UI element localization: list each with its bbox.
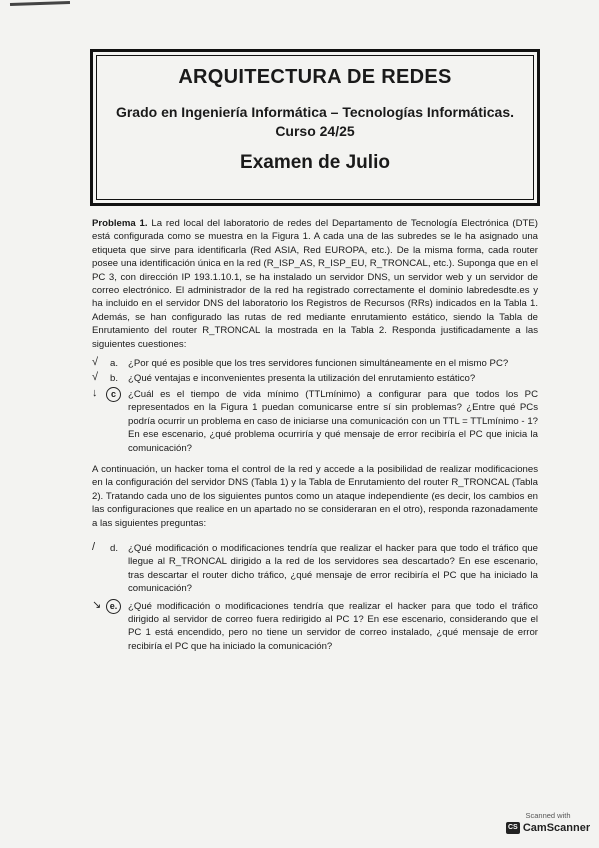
question-b <box>92 372 538 385</box>
question-text: ¿Cuál es el tiempo de vida mínimo (TTLmínimo) a configurar para que todos los PC representados en la Figura 1 puedan comunicarse entre sí sin problemas? ¿Entre qué PCs podría ocurrir un problema en caso de iniciarse una comunicación con un TTL = TTLmínimo - 1? En ese escenario, ¿qué problema ocurriría y qué mensaje de error recibiría el PC que inicia la comunicación? <box>128 388 538 454</box>
circled-question-letter: e. <box>106 599 121 614</box>
question-text: ¿Qué ventajas e inconvenientes presenta la utilización del enrutamiento estático? <box>128 373 476 385</box>
question-d <box>92 542 538 596</box>
course-title: ARQUITECTURA DE REDES <box>178 66 452 88</box>
scanner-caption: Scanned with <box>525 811 571 820</box>
question-letter: b. <box>110 373 119 385</box>
scanner-name: CamScanner <box>522 822 591 834</box>
problem-content <box>92 217 538 657</box>
arrow-mark-icon: ↘ <box>92 598 102 611</box>
degree-line: Grado en Ingeniería Informática – Tecnologías Informáticas. <box>115 104 515 120</box>
problem-label: Problema 1. <box>92 218 148 229</box>
exam-title: Examen de Julio <box>240 152 390 173</box>
question-a <box>92 357 538 370</box>
slash-mark-icon: / <box>92 540 96 553</box>
check-mark-icon: √ <box>92 371 99 384</box>
question-list-2 <box>92 542 538 653</box>
scanner-logo <box>503 822 593 834</box>
question-text: ¿Qué modificación o modificaciones tendría que realizar el hacker para que todo el tráfico que llegue al R_TRONCAL dirigido a la red de los servidores sea descartado? En ese escenario, tras descartar el router dicho tráfico, ¿qué mensaje de error recibiría el PC que ha iniciado la comunicación? <box>128 542 538 595</box>
scan-corner-mark <box>10 1 70 6</box>
camscanner-icon: CS <box>506 822 520 834</box>
question-list-1 <box>92 357 538 455</box>
title-box <box>90 49 540 206</box>
hacker-scenario: A continuación, un hacker toma el control de la red y accede a la posibilidad de realizar modificaciones en la configuración del servidor DNS (Tabla 1) y la Tabla de Enrutamiento del router R_TRONCAL (Tabla 2). Tratando cada uno de los siguientes puntos como un ataque independiente (es decir, los cambios en las configuraciones que realice en un apartado no se consideraran en el otro), responda razonadamente a las siguientes preguntas: <box>92 463 538 529</box>
problem-intro-text: La red local del laboratorio de redes del Departamento de Tecnología Electrónica (DTE) está configurada como se muestra en la Figura 1. A cada una de las subredes se le ha asignado una etiqueta que sirve para identificarla (Red ASIA, Red EUROPA, etc.). De la misma forma, cada router posee una identificación única en la red (R_ISP_AS, R_ISP_EU, R_TRONCAL, etc.). Suponga que en el PC 3, con dirección IP 193.1.10.1, se ha instalado un servidor DNS, un servidor web y un servidor de correo electrónico. El administrador de la red ha registrado correctamente el dominio labredesdte.es y ha incluido en el servidor DNS del laboratorio los Registros de Recursos (RRs) indicados en la Tabla 1. Además, se han configurado las rutas de red mediante enrutamiento estático, siendo la Tabla de Enrutamiento del router R_TRONCAL la mostrada en la Tabla 2. Responda justificadamente a las siguientes cuestiones: <box>92 218 539 350</box>
title-inner-frame <box>96 55 534 200</box>
camscanner-watermark <box>503 811 593 834</box>
question-c <box>92 388 538 455</box>
circled-question-letter: c <box>106 387 121 402</box>
question-text: ¿Por qué es posible que los tres servidores funcionen simultáneamente en el mismo PC? <box>128 358 509 370</box>
question-text: ¿Qué modificación o modificaciones tendría que realizar el hacker para que todo el tráfico dirigido al servidor de correo fuera redirigido al PC 1? En ese escenario, considerando que el PC 1 está encendido, pero no tiene un servidor de correo instalado, ¿qué mensaje de error recibiría el PC que ha iniciado la comunicación? <box>128 600 538 652</box>
question-letter: a. <box>110 358 119 370</box>
question-letter: d. <box>110 542 119 554</box>
degree-subtitle <box>97 103 533 141</box>
problem-intro <box>92 217 538 351</box>
question-e <box>92 600 538 654</box>
check-mark-icon: √ <box>92 356 99 369</box>
course-year: Curso 24/25 <box>275 123 355 139</box>
arrow-mark-icon: ↓ <box>92 386 98 399</box>
